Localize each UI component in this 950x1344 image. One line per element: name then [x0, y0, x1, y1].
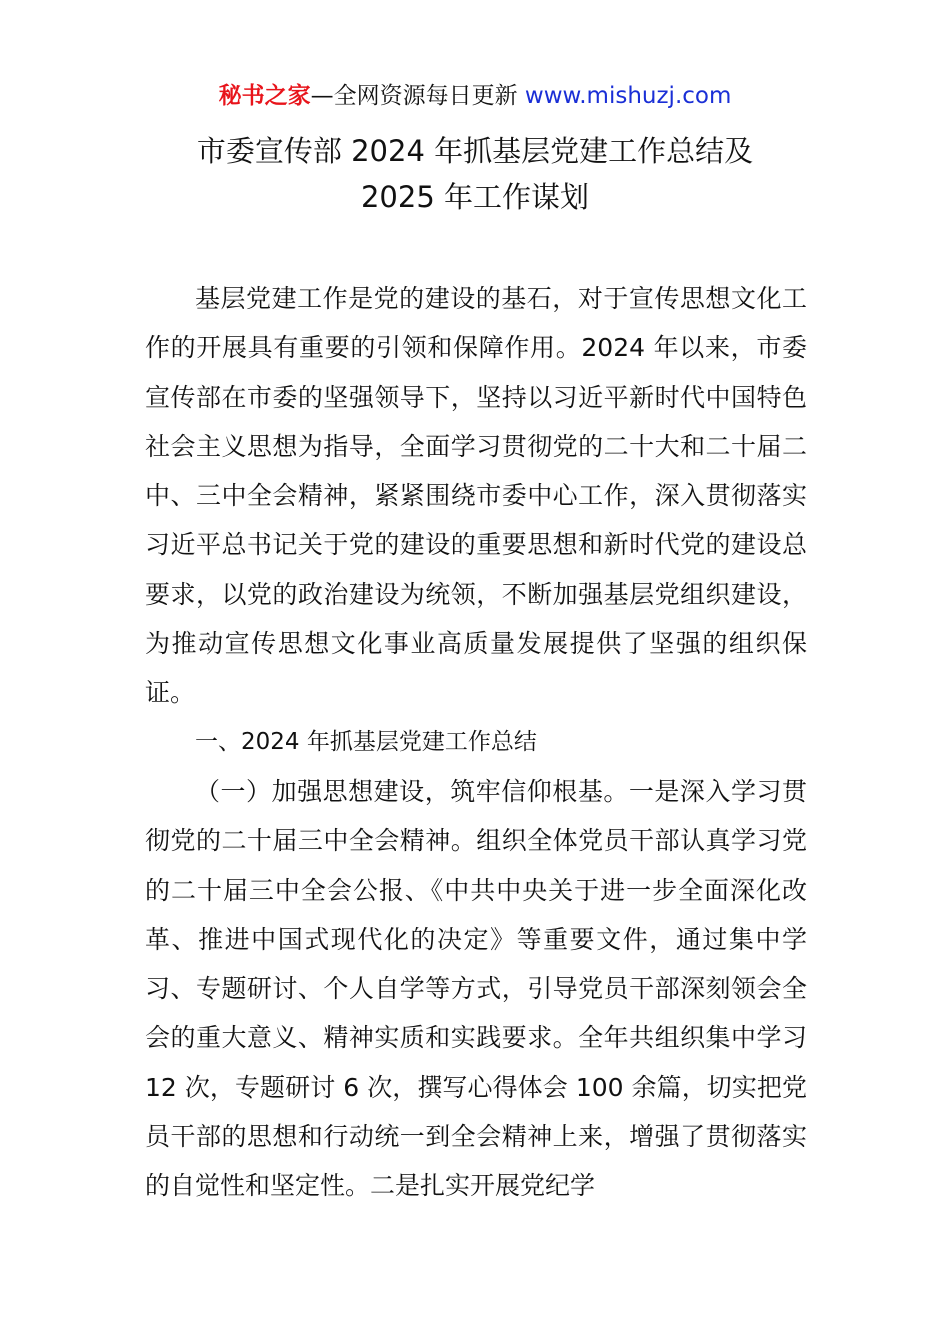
site-header: [0, 80, 950, 112]
document-body: [145, 274, 807, 1211]
brand-name: 秘书之家: [218, 83, 311, 109]
title-line-2: 2025 年工作谋划: [360, 180, 590, 214]
section-1-paragraph-1: （一）加强思想建设，筑牢信仰根基。一是深入学习贯彻党的二十届三中全会精神。组织全体党员干部认真学习党的二十届三中全会公报、《中共中央关于进一步全面深化改革、推进中国式现代化的决定》等重要文件，通过集中学习、专题研讨、个人自学等方式，引导党员干部深刻领会全会的重大意义、精神实质和实践要求。全年共组织集中学习 12 次，专题研讨 6 次，撰写心得体会 100 余篇，切实把党员干部的思想和行动统一到全会精神上来，增强了贯彻落实的自觉性和坚定性。二是扎实开展党纪学: [145, 776, 807, 1201]
header-tagline: —全网资源每日更新: [310, 83, 525, 109]
site-url-link[interactable]: www.mishuzj.com: [524, 83, 732, 109]
intro-paragraph: 基层党建工作是党的建设的基石，对于宣传思想文化工作的开展具有重要的引领和保障作用。2024 年以来，市委宣传部在市委的坚强领导下，坚持以习近平新时代中国特色社会主义思想为指导，全面学习贯彻党的二十大和二十届二中、三中全会精神，紧紧围绕市委中心工作，深入贯彻落实习近平总书记关于党的建设的重要思想和新时代党的建设总要求，以党的政治建设为统领，不断加强基层党组织建设，为推动宣传思想文化事业高质量发展提供了坚强的组织保证。: [145, 284, 807, 708]
title-line-1: 市委宣传部 2024 年抓基层党建工作总结及: [196, 134, 754, 168]
document-title: [0, 128, 950, 220]
section-heading-1: 一、2024 年抓基层党建工作总结: [195, 728, 537, 755]
